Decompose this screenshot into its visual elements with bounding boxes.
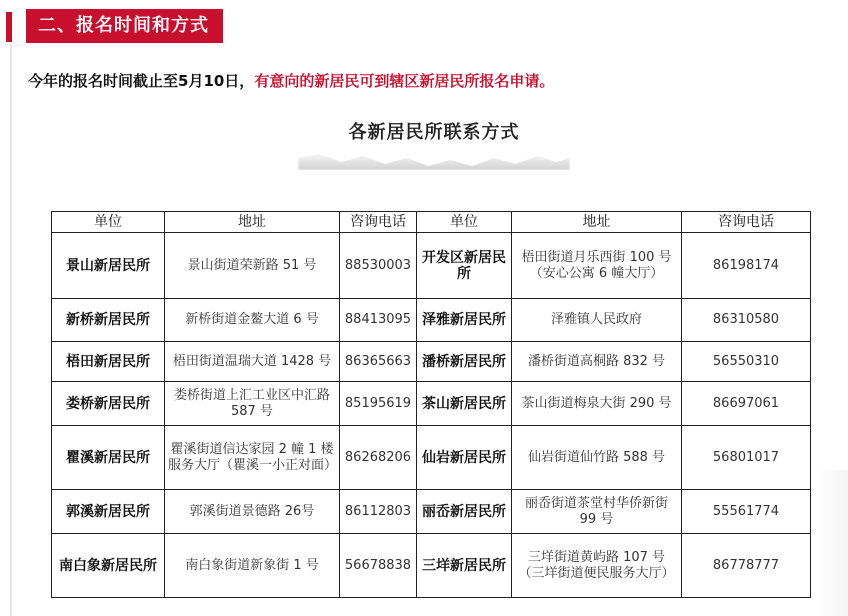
address-cell: 新桥街道金鳌大道 6 号: [165, 299, 340, 342]
address-cell: 丽岙街道茶堂村华侨新街 99 号: [512, 490, 682, 534]
phone-cell: 56678838: [340, 534, 417, 598]
phone-cell: 86112803: [340, 490, 417, 534]
intro-highlight-text: 有意向的新居民可到辖区新居民所报名申请。: [254, 72, 555, 90]
unit-cell: 三垟新居民所: [417, 534, 512, 598]
address-cell: 茶山街道梅泉大街 290 号: [512, 382, 682, 426]
unit-cell: 景山新居民所: [52, 233, 165, 299]
unit-cell: 潘桥新居民所: [417, 342, 512, 382]
table-row: [52, 233, 811, 299]
table-row: [52, 490, 811, 534]
address-cell: 景山街道荣新路 51 号: [165, 233, 340, 299]
phone-cell: 86268206: [340, 426, 417, 490]
table-row: [52, 299, 811, 342]
phone-cell: 86198174: [682, 233, 811, 299]
right-edge-shade: [818, 470, 848, 616]
phone-cell: 86778777: [682, 534, 811, 598]
unit-cell: 泽雅新居民所: [417, 299, 512, 342]
address-cell: 南白象街道新象街 1 号: [165, 534, 340, 598]
intro-date-text: 今年的报名时间截止至5月10日，: [28, 72, 255, 90]
phone-cell: 56801017: [682, 426, 811, 490]
unit-cell: 丽岙新居民所: [417, 490, 512, 534]
left-accent-rule: [0, 0, 12, 616]
unit-cell: 南白象新居民所: [52, 534, 165, 598]
address-cell: 仙岩街道仙竹路 588 号: [512, 426, 682, 490]
phone-cell: 85195619: [340, 382, 417, 426]
table-row: [52, 342, 811, 382]
header-address-1: 地址: [165, 212, 340, 233]
unit-cell: 梧田新居民所: [52, 342, 165, 382]
address-cell: 潘桥街道高桐路 832 号: [512, 342, 682, 382]
address-cell: 娄桥街道上汇工业区中汇路 587 号: [165, 382, 340, 426]
table-row: [52, 534, 811, 598]
address-cell: 三垟街道黄屿路 107 号（三垟街道便民服务大厅）: [512, 534, 682, 598]
address-cell: 泽雅镇人民政府: [512, 299, 682, 342]
unit-cell: 开发区新居民所: [417, 233, 512, 299]
address-cell: 梧田街道月乐西街 100 号（安心公寓 6 幢大厅）: [512, 233, 682, 299]
unit-cell: 茶山新居民所: [417, 382, 512, 426]
phone-cell: 55561774: [682, 490, 811, 534]
intro-text: [28, 70, 554, 91]
unit-cell: 仙岩新居民所: [417, 426, 512, 490]
header-address-2: 地址: [512, 212, 682, 233]
header-phone-1: 咨询电话: [340, 212, 417, 233]
contacts-heading: 各新居民所联系方式: [348, 122, 520, 143]
table-header-row: [52, 212, 811, 233]
address-cell: 郭溪街道景德路 26号: [165, 490, 340, 534]
table-row: [52, 426, 811, 490]
contacts-table: [51, 211, 811, 598]
unit-cell: 新桥新居民所: [52, 299, 165, 342]
unit-cell: 郭溪新居民所: [52, 490, 165, 534]
unit-cell: 瞿溪新居民所: [52, 426, 165, 490]
header-phone-2: 咨询电话: [682, 212, 811, 233]
address-cell: 梧田街道温瑞大道 1428 号: [165, 342, 340, 382]
phone-cell: 86310580: [682, 299, 811, 342]
section-title: 二、报名时间和方式: [26, 9, 223, 43]
address-cell: 瞿溪街道信达家园 2 幢 1 楼服务大厅（瞿溪一小正对面）: [165, 426, 340, 490]
phone-cell: 88530003: [340, 233, 417, 299]
table-row: [52, 382, 811, 426]
header-unit-2: 单位: [417, 212, 512, 233]
phone-cell: 86697061: [682, 382, 811, 426]
phone-cell: 86365663: [340, 342, 417, 382]
header-unit-1: 单位: [52, 212, 165, 233]
phone-cell: 88413095: [340, 299, 417, 342]
phone-cell: 56550310: [682, 342, 811, 382]
unit-cell: 娄桥新居民所: [52, 382, 165, 426]
